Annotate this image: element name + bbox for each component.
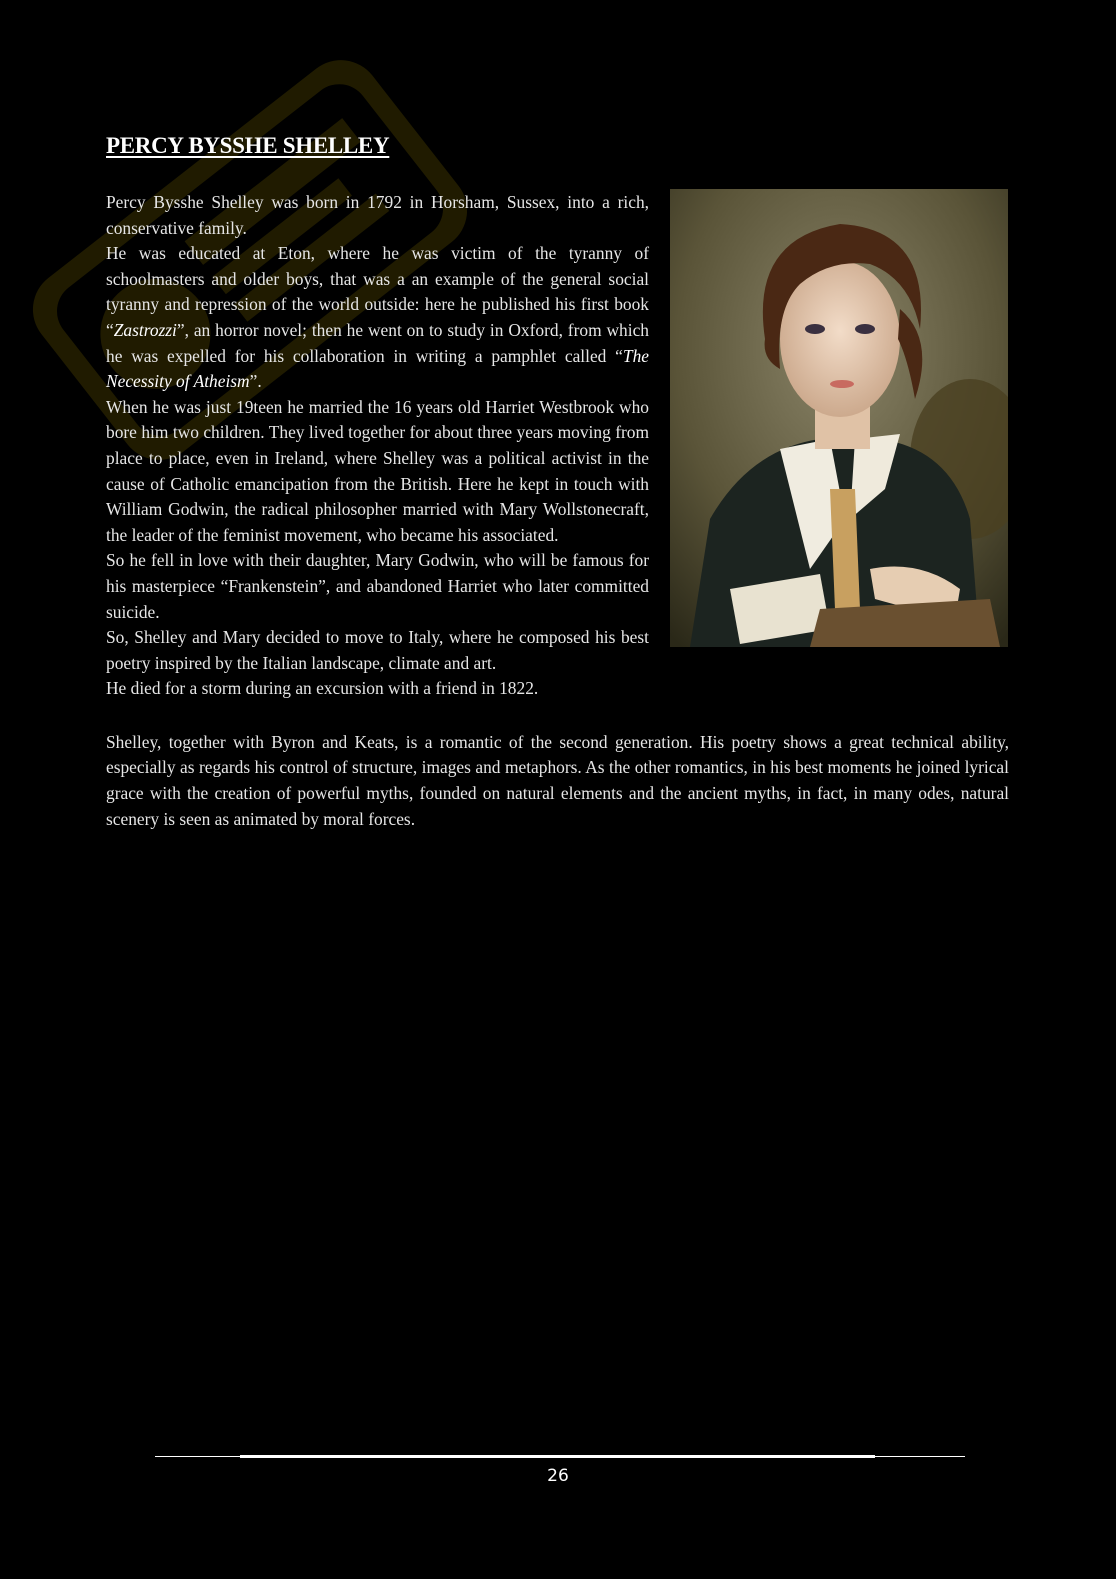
paragraph-death: He died for a storm during an excursion with a friend in 1822. [106,678,539,699]
paragraph-education: He was educated at Eton, where he was victim of the tyranny of schoolmasters and older boys, that was a an example of the general social tyranny and repression of the world outside: here he published his first book “Zastrozzi”, an horror novel; then he went on to study in Oxford, from which he was expelled for his collaboration in writing a pamphlet called “The Necessity of Atheism”. [106,243,649,392]
paragraph-birth: Percy Bysshe Shelley was born in 1792 in Horsham, Sussex, into a rich, conservative family. [106,192,649,238]
pamphlet-title: The Necessity of Atheism [106,345,649,392]
paragraph-poetry: Shelley, together with Byron and Keats, is a romantic of the second generation. His poetry shows a great technical ability, especially as regards his control of structure, images and metaphors. As the other romantics, in his best moments he joined lyrical grace with the creation of powerful myths, founded on natural elements and the ancient myths, in fact, in many odes, natural scenery is seen as animated by moral forces. [106,731,1009,829]
page-title: PERCY BYSSHE SHELLEY [106,133,390,158]
book-title-zastrozzi: Zastrozzi [113,319,177,340]
body-text [106,190,1009,832]
paragraph-italy: So, Shelley and Mary decided to move to Italy, where he composed his best poetry inspired by the Italian landscape, climate and art. [106,627,649,673]
image-wrap-spacer [649,190,1009,644]
footer-rule [155,1456,965,1457]
paragraph-marriage: When he was just 19teen he married the 16 years old Harriet Westbrook who bore him two children. They lived together for about three years moving from place to place, even in Ireland, where Shelley was a political activist in the cause of Catholic emancipation from the British. Here he kept in touch with William Godwin, the radical philosopher married with Mary Wollstonecraft, the leader of the feminist movement, who became his associated. [106,396,649,545]
paragraph-mary-godwin: So he fell in love with their daughter, Mary Godwin, who will be famous for his masterpiece “Frankenstein”, and abandoned Harriet who later committed suicide. [106,550,649,622]
page-number: 26 [547,1466,569,1486]
